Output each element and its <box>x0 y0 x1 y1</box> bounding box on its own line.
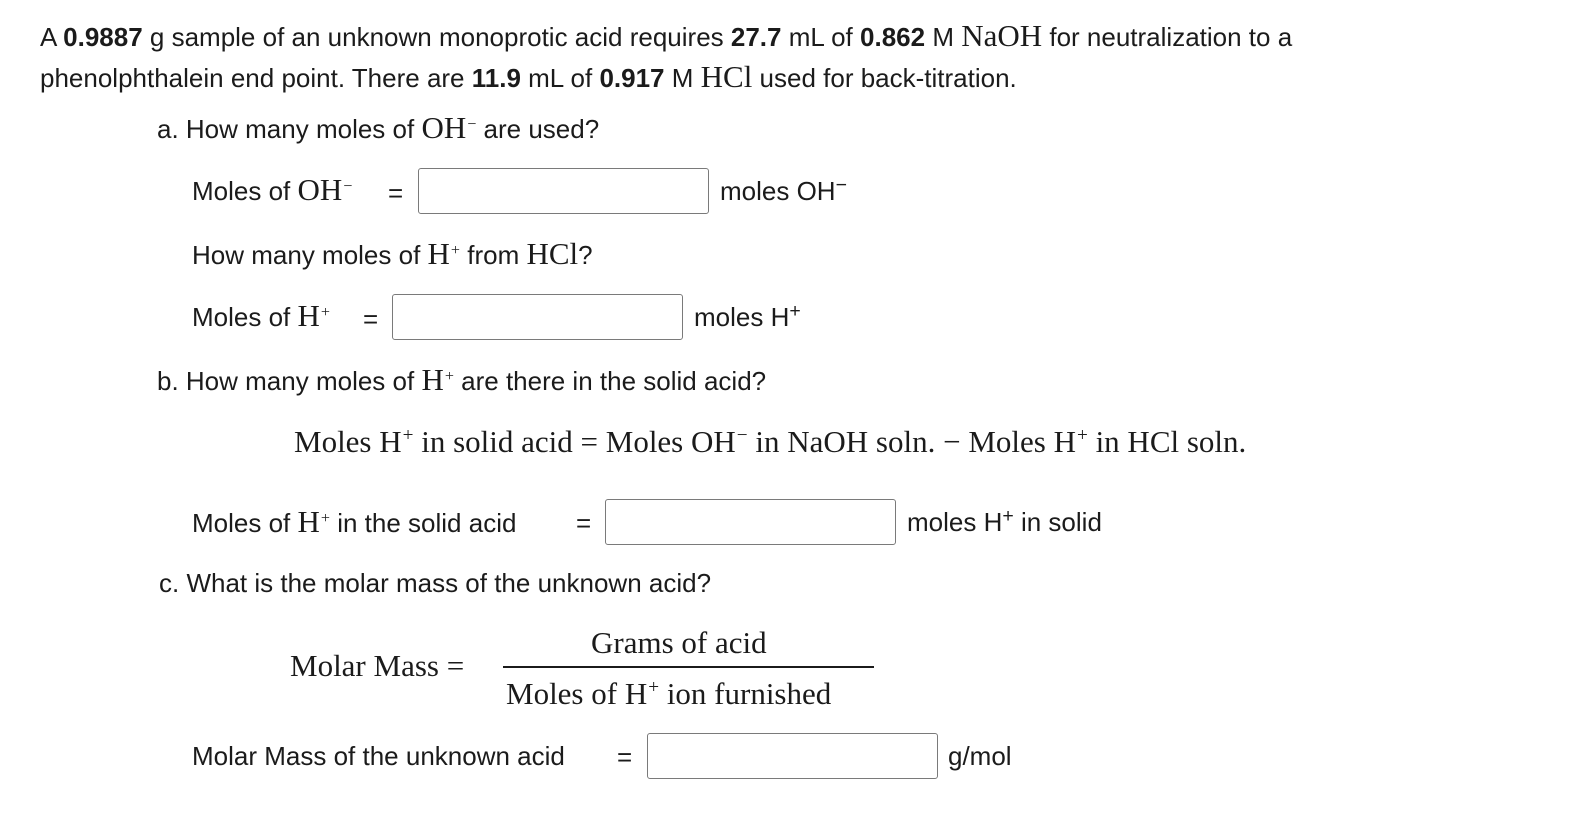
naoh-volume: 27.7 <box>730 22 782 52</box>
problem-statement <box>40 16 1292 98</box>
hcl-volume: 11.9 <box>471 63 521 93</box>
molar-mass-input[interactable] <box>647 733 938 779</box>
part-b-question: b. How many moles of H+ are there in the solid acid? <box>157 362 767 397</box>
fraction-denominator: Moles of H+ ion furnished <box>506 676 832 711</box>
moles-h-hcl-unit: moles H+ <box>694 300 801 332</box>
moles-h-solid-label: Moles of H+ in the solid acid <box>192 504 517 539</box>
part-c-question: c. What is the molar mass of the unknown acid? <box>159 568 712 598</box>
molar-mass-unit: g/mol <box>948 741 1012 771</box>
problem-line-1: A 0.9887 g sample of an unknown monoprotic acid requires 27.7 mL of 0.862 M NaOH for neutralization to a <box>40 18 1293 53</box>
hcl-molarity: 0.917 <box>599 63 665 93</box>
molar-mass-label: Molar Mass of the unknown acid <box>192 741 565 771</box>
naoh-molarity: 0.862 <box>860 22 926 52</box>
fraction-numerator: Grams of acid <box>591 625 767 660</box>
moles-h-solid-unit: moles H+ in solid <box>907 505 1102 537</box>
fraction-bar <box>503 666 874 668</box>
moles-oh-input[interactable] <box>418 168 709 214</box>
problem-line-2: phenolphthalein end point. There are 11.9 mL of 0.917 M HCl used for back-titration. <box>40 59 1017 94</box>
moles-h-hcl-question: How many moles of H+ from HCl? <box>192 236 593 271</box>
molar-mass-equals: = <box>617 742 633 772</box>
moles-oh-unit: moles OH− <box>720 174 847 206</box>
moles-h-hcl-equals: = <box>363 304 379 334</box>
part-b-equation: Moles H+ in solid acid = Moles OH− in NaOH soln. − Moles H+ in HCl soln. <box>294 424 1247 459</box>
molar-mass-lhs: Molar Mass = <box>290 648 465 683</box>
moles-oh-label: Moles of OH− <box>192 172 353 207</box>
moles-h-solid-input[interactable] <box>605 499 896 545</box>
moles-h-hcl-input[interactable] <box>392 294 683 340</box>
hcl-formula: HCl <box>700 59 753 94</box>
naoh-formula: NaOH <box>961 18 1043 53</box>
moles-h-solid-equals: = <box>576 508 592 538</box>
sample-mass: 0.9887 <box>63 22 143 52</box>
part-a-question: a. How many moles of OH− are used? <box>157 110 600 145</box>
moles-h-hcl-label: Moles of H+ <box>192 298 330 333</box>
moles-oh-equals: = <box>388 178 404 208</box>
